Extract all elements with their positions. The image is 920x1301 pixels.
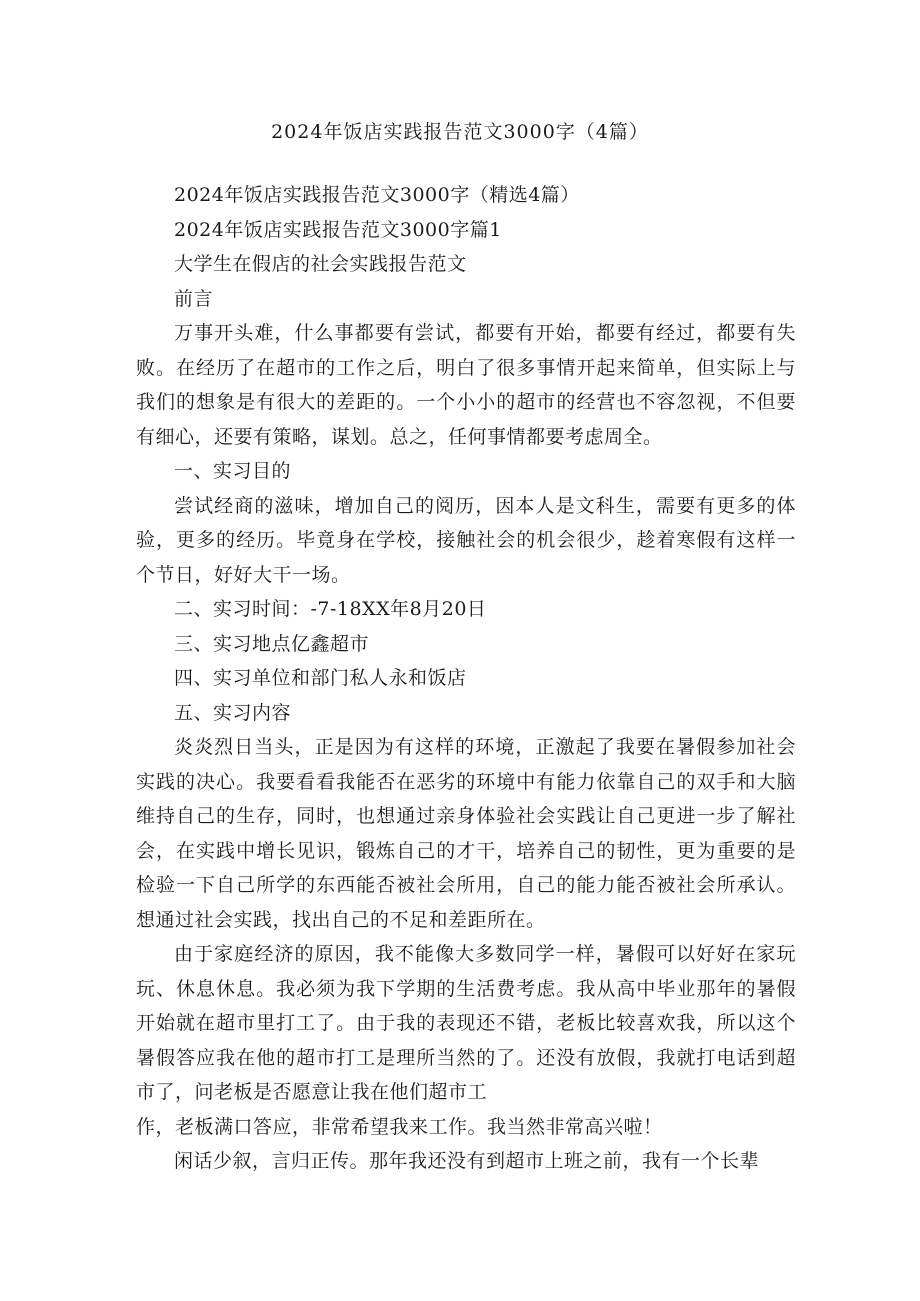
section-heading-location: 三、实习地点亿鑫超市: [174, 632, 370, 655]
paragraph-preface: 万事开头难，什么事都要有尝试，都要有开始，都要有经过，都要有失败。在经历了在超市的工作之后，明白了很多事情开起来简单，但实际上与我们的想象是有很大的差距的。一个小小的超市的经营也不容忽视，不但要有细心，还要有策略，谋划。总之，任何事情都要考虑周全。: [136, 322, 796, 448]
section-heading-content: 五、实习内容: [174, 701, 292, 724]
paragraph-subtitle: 2024年饭店实践报告范文3000字（精选4篇）: [174, 184, 580, 206]
paragraph-content-1: 炎炎烈日当头，正是因为有这样的环境，正激起了我要在暑假参加社会实践的决心。我要看看我能否在恶劣的环境中有能力依靠自己的双手和大脑维持自己的生存，同时，也想通过亲身体验社会实践让自己更进一步了解社会，在实践中增长见识，锻炼自己的才干，培养自己的韧性，更为重要的是检验一下自己所学的东西能否被社会所用，自己的能力能否被社会所承认。想通过社会实践，找出自己的不足和差距所在。: [136, 736, 796, 931]
paragraph-report-title: 大学生在假店的社会实践报告范文: [174, 253, 467, 275]
section-heading-time: 二、实习时间：-7-18XX年8月20日: [174, 598, 487, 620]
paragraph-content-2: 由于家庭经济的原因，我不能像大多数同学一样，暑假可以好好在家玩玩、休息休息。我必须为我下学期的生活费考虑。我从高中毕业那年的暑假开始就在超市里打工了。由于我的表现还不错，老板比较喜欢我，所以这个暑假答应我在他的超市打工是理所当然的了。还没有放假，我就打电话到超市了，问老板是否愿意让我在他们超市工: [136, 943, 796, 1103]
section-heading-unit: 四、实习单位和部门私人永和饭店: [174, 667, 467, 689]
document-title: 2024年饭店实践报告范文3000字（4篇）: [271, 121, 649, 143]
paragraph-preface-heading: 前言: [174, 287, 214, 310]
paragraph-content-3: 闲话少叙，言归正传。那年我还没有到超市上班之前，我有一个长辈: [174, 1150, 760, 1172]
document-body: [136, 178, 796, 1179]
paragraph-purpose: 尝试经商的滋味，增加自己的阅历，因本人是文科生，需要有更多的体验，更多的经历。毕竟身在学校，接触社会的机会很少，趁着寒假有这样一个节日，好好大干一场。: [136, 494, 796, 586]
paragraph-content-2-continued: 作，老板满口答应，非常希望我来工作。我当然非常高兴啦！: [136, 1115, 663, 1138]
section-heading-purpose: 一、实习目的: [174, 460, 292, 482]
paragraph-article-heading: 2024年饭店实践报告范文3000字篇1: [174, 218, 502, 241]
